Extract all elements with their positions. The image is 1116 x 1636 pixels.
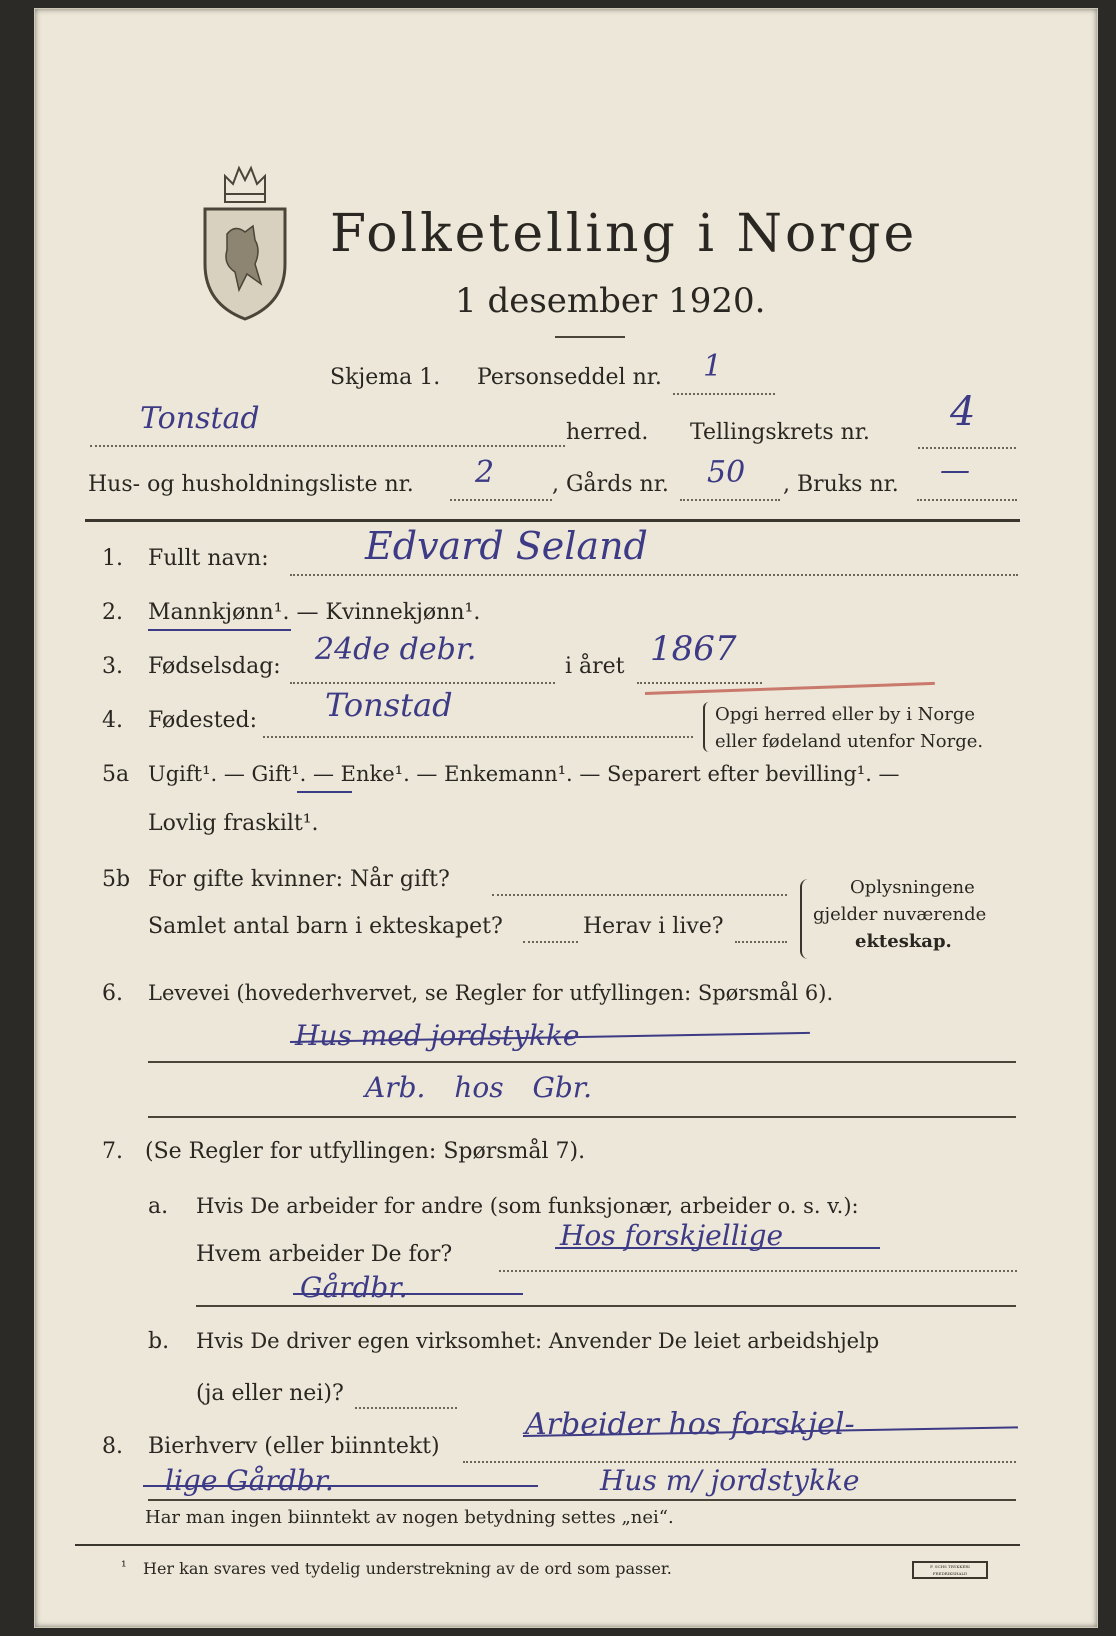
q3-field-line: [290, 682, 555, 684]
q1-full-name-value[interactable]: Edvard Seland: [365, 524, 648, 568]
q6-occupation-value1[interactable]: Hus med jordstykke: [295, 1019, 580, 1052]
q2-gender-options: Mannkjønn¹. — Kvinnekjønn¹.: [148, 600, 481, 625]
q7a-strikethrough1: [555, 1247, 880, 1249]
q4-number: 4.: [102, 708, 123, 733]
q1-label: Fullt navn:: [148, 546, 269, 571]
personseddel-value[interactable]: 1: [703, 349, 723, 384]
tellingskrets-field-line: [918, 447, 1016, 449]
q3-year-label: i året: [565, 654, 625, 679]
q7-number: 7.: [102, 1139, 123, 1164]
q5a-gift-underline: [297, 791, 352, 793]
gards-field-line: [680, 499, 780, 501]
footnote-mark: ¹: [121, 1559, 127, 1575]
bruks-label: , Bruks nr.: [783, 472, 899, 497]
hus-value[interactable]: 2: [475, 455, 495, 490]
q7a-employer-value2[interactable]: Gårdbr.: [300, 1271, 408, 1304]
q7b-line2: (ja eller nei)?: [196, 1381, 344, 1406]
q7a-letter: a.: [148, 1194, 169, 1219]
hus-label: Hus- og husholdningsliste nr.: [88, 472, 414, 497]
q6-field-line1: [148, 1061, 1016, 1063]
herred-label: herred.: [566, 420, 649, 445]
q3-number: 3.: [102, 654, 123, 679]
q3-year-value[interactable]: 1867: [650, 629, 737, 669]
q3-birthday-value[interactable]: 24de debr.: [315, 632, 477, 667]
form-title: Folketelling i Norge: [330, 204, 918, 264]
bruks-field-line: [917, 499, 1017, 501]
personseddel-field-line: [673, 393, 775, 395]
q4-note-brace: [703, 702, 713, 752]
hus-field-line: [450, 499, 552, 501]
q5b-when-married-field-line: [492, 894, 787, 896]
tellingskrets-label: Tellingskrets nr.: [690, 420, 870, 445]
skjema-label: Skjema 1.: [330, 365, 441, 390]
q4-label: Fødested:: [148, 708, 258, 733]
q5b-children-label: Samlet antal barn i ekteskapet?: [148, 914, 503, 939]
q7b-letter: b.: [148, 1329, 170, 1354]
gards-label: , Gårds nr.: [552, 472, 669, 497]
q7-label: (Se Regler for utfyllingen: Spørsmål 7).: [145, 1139, 586, 1164]
q8-sideline-value2b[interactable]: Hus m/ jordstykke: [600, 1464, 860, 1497]
q3-year-field-line: [637, 682, 762, 684]
q8-label: Bierhverv (eller biinntekt): [148, 1434, 440, 1459]
q4-note-line1: Opgi herred eller by i Norge: [715, 704, 976, 725]
q2-number: 2.: [102, 600, 123, 625]
q5a-number: 5a: [102, 762, 130, 787]
q1-number: 1.: [102, 546, 123, 571]
q7b-field-line: [355, 1407, 457, 1409]
footnote-text: Her kan svares ved tydelig understrekning av de ord som passer.: [143, 1559, 672, 1578]
q7a-line1: Hvis De arbeider for andre (som funksjonær, arbeider o. s. v.):: [196, 1194, 859, 1218]
footnote-divider: [75, 1544, 1020, 1546]
q8-sideline-value2a[interactable]: lige Gårdbr.: [165, 1464, 334, 1497]
q7a-field-line2: [196, 1305, 1016, 1307]
q6-field-line2: [148, 1116, 1016, 1118]
q8-strikethrough2: [143, 1485, 538, 1487]
q8-note: Har man ingen biinntekt av nogen betydning settes „nei“.: [145, 1507, 674, 1528]
q7a-field-line1: [499, 1270, 1017, 1272]
q5b-note-brace: [800, 879, 812, 959]
tellingskrets-value[interactable]: 4: [950, 389, 976, 435]
q5b-note-line3: ekteskap.: [855, 931, 952, 952]
q5b-line1: For gifte kvinner: Når gift?: [148, 867, 450, 892]
q3-label: Fødselsdag:: [148, 654, 281, 679]
q4-field-line: [263, 736, 693, 738]
title-divider: [555, 336, 625, 338]
q6-number: 6.: [102, 981, 123, 1006]
herred-value[interactable]: Tonstad: [140, 401, 260, 436]
q5b-note-line1: Oplysningene: [850, 877, 975, 898]
header-divider: [85, 519, 1020, 522]
census-form-page: [34, 8, 1098, 1628]
bruks-value[interactable]: —: [940, 453, 970, 488]
q1-field-line: [290, 574, 1018, 576]
q5b-note-line2: gjelder nuværende: [813, 904, 987, 925]
coat-of-arms-icon: [195, 154, 295, 324]
printer-stamp: F. SCHS TRYKKERI FREDRIKSHALD: [912, 1561, 988, 1579]
q4-note-line2: eller fødeland utenfor Norge.: [715, 731, 984, 752]
q5a-marital-options-line2: Lovlig fraskilt¹.: [148, 811, 319, 836]
herred-field-line: [90, 445, 565, 447]
q5a-marital-options: Ugift¹. — Gift¹. — Enke¹. — Enkemann¹. — Separert efter bevilling¹. —: [148, 762, 900, 786]
personseddel-label: Personseddel nr.: [477, 365, 662, 390]
q8-field-line1: [463, 1461, 1016, 1463]
q7a-strikethrough2: [293, 1293, 523, 1295]
q7a-employer-value1[interactable]: Hos forskjellige: [560, 1219, 784, 1252]
q8-field-line2: [148, 1499, 1016, 1501]
q5b-alive-label: Herav i live?: [583, 914, 724, 939]
q5b-alive-field-line: [735, 941, 787, 943]
q5b-number: 5b: [102, 867, 131, 892]
q4-birthplace-value[interactable]: Tonstad: [325, 686, 453, 724]
gards-value[interactable]: 50: [707, 455, 746, 490]
q7a-employer-label: Hvem arbeider De for?: [196, 1242, 453, 1267]
q8-sideline-value1[interactable]: Arbeider hos forskjel-: [525, 1407, 855, 1442]
census-date: 1 desember 1920.: [455, 281, 766, 321]
q7b-line1: Hvis De driver egen virksomhet: Anvender De leiet arbeidshjelp: [196, 1329, 880, 1353]
q8-number: 8.: [102, 1434, 123, 1459]
q5b-children-field-line: [523, 941, 578, 943]
q2-mannkjonn-underline: [148, 629, 291, 631]
q6-label: Levevei (hovederhvervet, se Regler for utfyllingen: Spørsmål 6).: [148, 981, 834, 1005]
q6-occupation-value2[interactable]: Arb. hos Gbr.: [365, 1071, 592, 1104]
